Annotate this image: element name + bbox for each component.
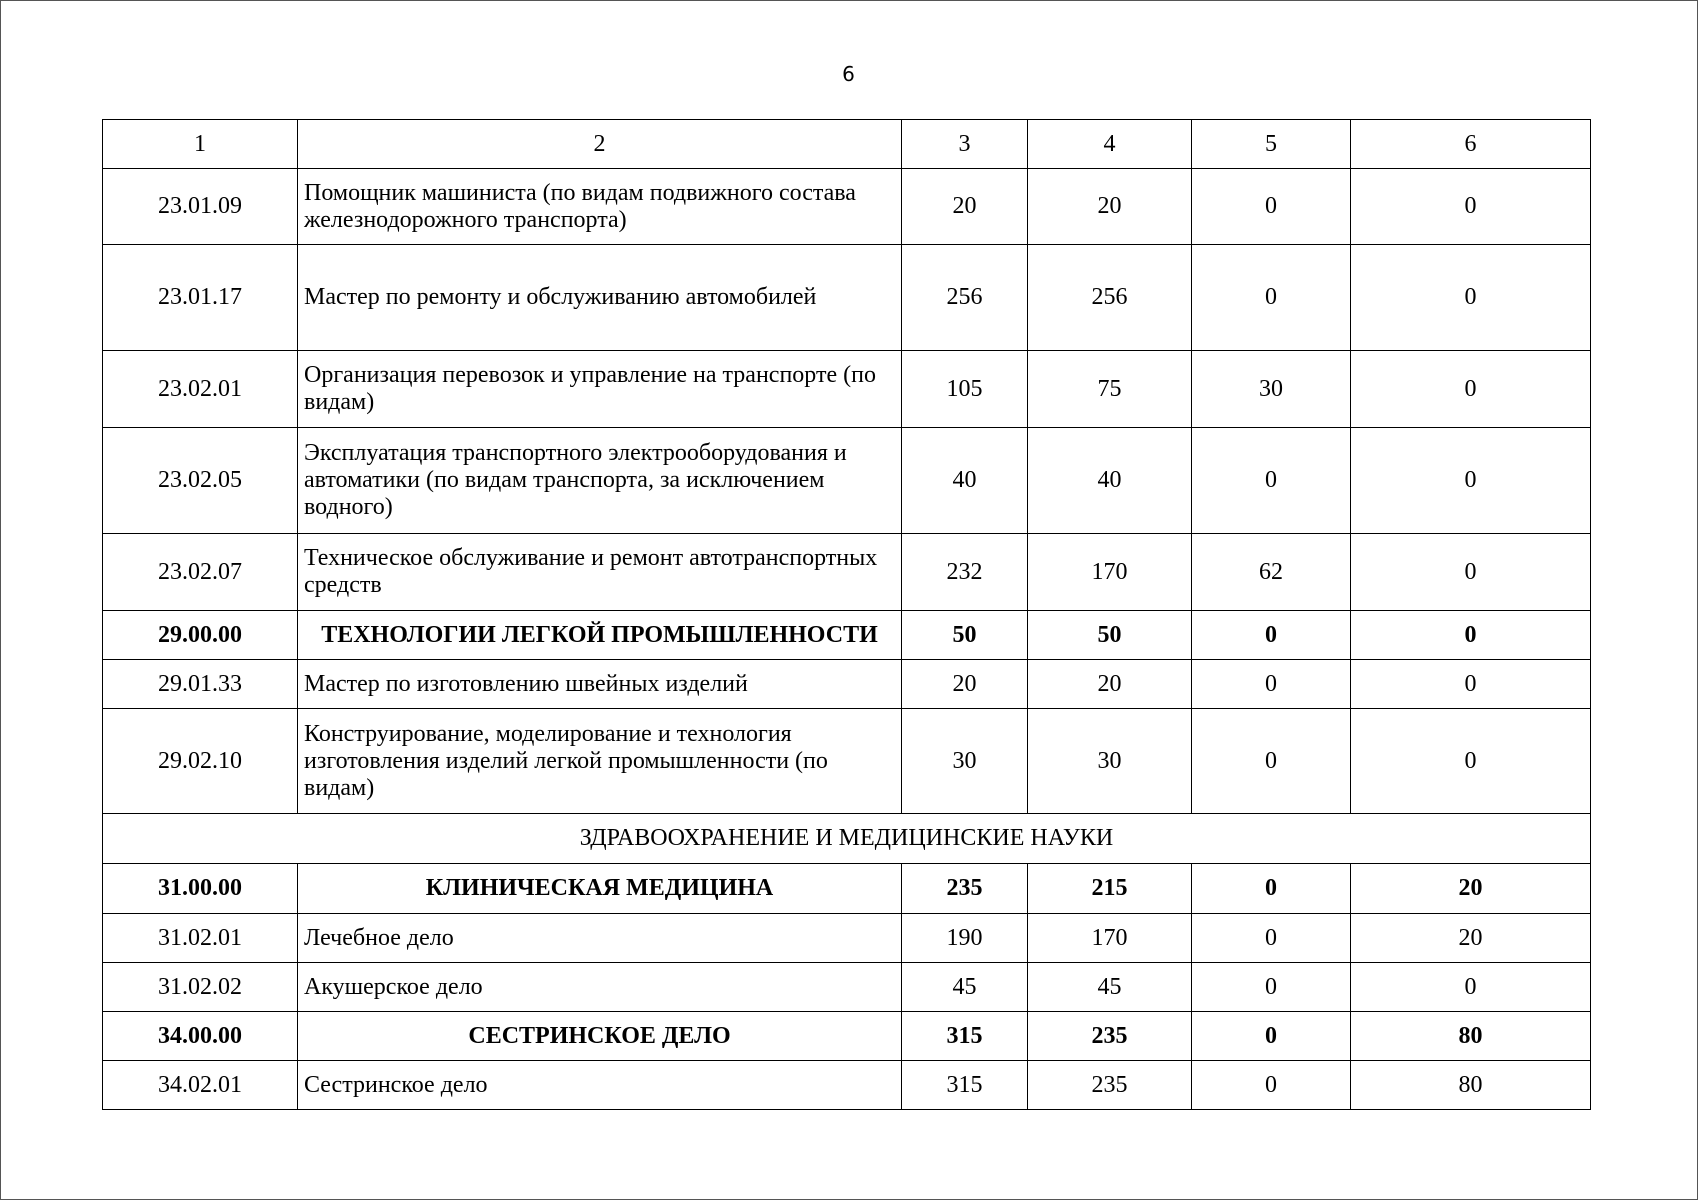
header-cell-4: 4 xyxy=(1028,120,1192,169)
value-cell-5: 0 xyxy=(1192,611,1351,660)
group-row xyxy=(103,611,1591,660)
value-cell-6: 20 xyxy=(1351,864,1591,914)
value-cell-3: 235 xyxy=(902,864,1028,914)
code-cell: 29.02.10 xyxy=(103,709,298,814)
code-cell: 23.01.09 xyxy=(103,169,298,245)
header-cell-6: 6 xyxy=(1351,120,1591,169)
table-row xyxy=(103,534,1591,611)
value-cell-3: 30 xyxy=(902,709,1028,814)
code-cell: 29.01.33 xyxy=(103,660,298,709)
code-cell: 23.02.07 xyxy=(103,534,298,611)
value-cell-4: 20 xyxy=(1028,660,1192,709)
name-cell: Эксплуатация транспортного электрооборудования и автоматики (по видам транспорта, за исключением водного) xyxy=(298,428,902,534)
value-cell-6: 0 xyxy=(1351,611,1591,660)
name-cell: Акушерское дело xyxy=(298,963,902,1012)
name-cell: Лечебное дело xyxy=(298,914,902,963)
value-cell-6: 0 xyxy=(1351,660,1591,709)
value-cell-6: 0 xyxy=(1351,245,1591,351)
value-cell-3: 256 xyxy=(902,245,1028,351)
name-cell: Мастер по изготовлению швейных изделий xyxy=(298,660,902,709)
value-cell-6: 0 xyxy=(1351,534,1591,611)
name-cell: Техническое обслуживание и ремонт автотранспортных средств xyxy=(298,534,902,611)
section-title: ЗДРАВООХРАНЕНИЕ И МЕДИЦИНСКИЕ НАУКИ xyxy=(103,814,1591,864)
group-row xyxy=(103,1012,1591,1061)
code-cell: 31.00.00 xyxy=(103,864,298,914)
group-row xyxy=(103,864,1591,914)
name-cell: Мастер по ремонту и обслуживанию автомобилей xyxy=(298,245,902,351)
value-cell-5: 0 xyxy=(1192,169,1351,245)
value-cell-4: 256 xyxy=(1028,245,1192,351)
value-cell-5: 0 xyxy=(1192,709,1351,814)
name-cell: Конструирование, моделирование и технология изготовления изделий легкой промышленности (по видам) xyxy=(298,709,902,814)
header-cell-3: 3 xyxy=(902,120,1028,169)
code-cell: 23.02.05 xyxy=(103,428,298,534)
code-cell: 23.01.17 xyxy=(103,245,298,351)
value-cell-4: 75 xyxy=(1028,351,1192,428)
table-row xyxy=(103,428,1591,534)
value-cell-5: 0 xyxy=(1192,660,1351,709)
table-row xyxy=(103,245,1591,351)
value-cell-3: 20 xyxy=(902,660,1028,709)
page-number: 6 xyxy=(842,62,856,86)
value-cell-4: 235 xyxy=(1028,1061,1192,1110)
value-cell-4: 170 xyxy=(1028,534,1192,611)
table-row xyxy=(103,963,1591,1012)
value-cell-3: 232 xyxy=(902,534,1028,611)
value-cell-4: 235 xyxy=(1028,1012,1192,1061)
header-cell-2: 2 xyxy=(298,120,902,169)
value-cell-4: 40 xyxy=(1028,428,1192,534)
table-row xyxy=(103,351,1591,428)
value-cell-5: 30 xyxy=(1192,351,1351,428)
code-cell: 23.02.01 xyxy=(103,351,298,428)
value-cell-6: 20 xyxy=(1351,914,1591,963)
table-row xyxy=(103,914,1591,963)
value-cell-3: 105 xyxy=(902,351,1028,428)
table-header-row xyxy=(103,120,1591,169)
value-cell-6: 80 xyxy=(1351,1012,1591,1061)
name-cell: СЕСТРИНСКОЕ ДЕЛО xyxy=(298,1012,902,1061)
value-cell-5: 0 xyxy=(1192,963,1351,1012)
name-cell: Помощник машиниста (по видам подвижного состава железнодорожного транспорта) xyxy=(298,169,902,245)
table-row xyxy=(103,709,1591,814)
code-cell: 31.02.01 xyxy=(103,914,298,963)
name-cell: ТЕХНОЛОГИИ ЛЕГКОЙ ПРОМЫШЛЕННОСТИ xyxy=(298,611,902,660)
value-cell-4: 170 xyxy=(1028,914,1192,963)
value-cell-3: 40 xyxy=(902,428,1028,534)
value-cell-3: 20 xyxy=(902,169,1028,245)
value-cell-4: 215 xyxy=(1028,864,1192,914)
code-cell: 31.02.02 xyxy=(103,963,298,1012)
value-cell-5: 0 xyxy=(1192,914,1351,963)
value-cell-4: 45 xyxy=(1028,963,1192,1012)
value-cell-5: 62 xyxy=(1192,534,1351,611)
value-cell-6: 0 xyxy=(1351,963,1591,1012)
table-row xyxy=(103,660,1591,709)
header-cell-5: 5 xyxy=(1192,120,1351,169)
value-cell-5: 0 xyxy=(1192,1012,1351,1061)
code-cell: 29.00.00 xyxy=(103,611,298,660)
name-cell: Организация перевозок и управление на транспорте (по видам) xyxy=(298,351,902,428)
name-cell: КЛИНИЧЕСКАЯ МЕДИЦИНА xyxy=(298,864,902,914)
table-row xyxy=(103,169,1591,245)
table-row xyxy=(103,1061,1591,1110)
code-cell: 34.00.00 xyxy=(103,1012,298,1061)
value-cell-5: 0 xyxy=(1192,864,1351,914)
value-cell-4: 20 xyxy=(1028,169,1192,245)
section-header-row xyxy=(103,814,1591,864)
value-cell-3: 45 xyxy=(902,963,1028,1012)
value-cell-6: 0 xyxy=(1351,428,1591,534)
value-cell-5: 0 xyxy=(1192,428,1351,534)
name-cell: Сестринское дело xyxy=(298,1061,902,1110)
value-cell-4: 50 xyxy=(1028,611,1192,660)
value-cell-4: 30 xyxy=(1028,709,1192,814)
value-cell-6: 0 xyxy=(1351,169,1591,245)
value-cell-5: 0 xyxy=(1192,245,1351,351)
value-cell-3: 315 xyxy=(902,1012,1028,1061)
header-cell-1: 1 xyxy=(103,120,298,169)
value-cell-5: 0 xyxy=(1192,1061,1351,1110)
value-cell-6: 80 xyxy=(1351,1061,1591,1110)
value-cell-3: 50 xyxy=(902,611,1028,660)
data-table xyxy=(102,119,1591,1110)
value-cell-6: 0 xyxy=(1351,709,1591,814)
value-cell-6: 0 xyxy=(1351,351,1591,428)
value-cell-3: 315 xyxy=(902,1061,1028,1110)
value-cell-3: 190 xyxy=(902,914,1028,963)
code-cell: 34.02.01 xyxy=(103,1061,298,1110)
